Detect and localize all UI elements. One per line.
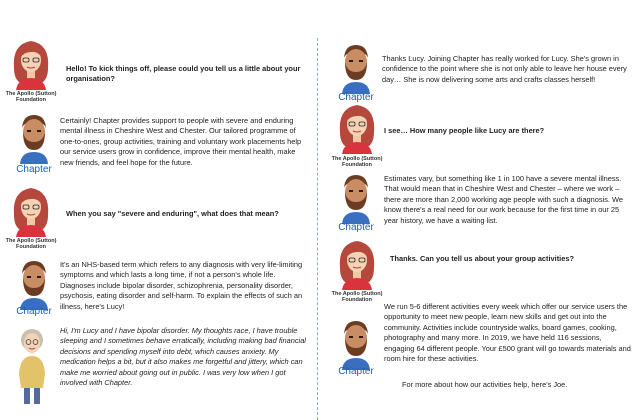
- apollo-label: [327, 156, 387, 168]
- chapter-avatar: [336, 172, 376, 224]
- answer-group-activities: We run 5-6 different activities every week which offer our service users the opportunity to meet new people, learn new skills and get out into the community. Activities include countryside walks, board games, cooking, photography and many more. In 2019, we have held 116 sessions, engaging 64 different people. Your £500 grant will go towards materials and room hire for these activities.: [384, 302, 631, 364]
- apollo-label-line1: The Apollo (Sutton): [5, 91, 57, 97]
- apollo-label: [1, 91, 61, 103]
- lucy-statement: Hi, I'm Lucy and I have bipolar disorder. My thoughts race, I have trouble sleeping and I sometimes behave erratically, including making bad financial decisions and spending myself into debt, which causes anxiety. My medication helps a bit, but it also makes me forgetful and jittery, which can make me worried about going out in public. I was very low when I got involved with Chapter.: [60, 326, 306, 388]
- chapter-avatar: [14, 258, 54, 310]
- chapter-label: Chapter: [338, 222, 374, 233]
- apollo-label-line1: The Apollo (Sutton): [5, 238, 57, 244]
- column-divider: [317, 38, 318, 420]
- answer-how-many: Estimates vary, but something like 1 in 100 have a severe mental illness. That would mean that in Cheshire West and Chester – where we work – there are more than 2,000 working age people with such a diagnosis. We know there's a real need for our work because for the first time in our 25 year history, we have a waiting list.: [384, 174, 623, 225]
- apollo-label: [1, 238, 61, 250]
- chapter-avatar: [14, 112, 54, 164]
- apollo-avatar: [336, 102, 378, 154]
- chapter-label: Chapter: [16, 164, 52, 175]
- answer-severe-enduring: It's an NHS-based term which refers to any diagnosis with very life-limiting symptoms and which lasts a long time, if not a person's whole life. Diagnoses include bipolar disorder, schizophrenia, personality disorder, psychosis, eating disorder and self-harm. To explain the effects of such an illness, here's Lucy!: [60, 260, 303, 311]
- question-how-many: I see… How many people like Lucy are there?: [384, 126, 545, 135]
- apollo-label-line2: Foundation: [16, 97, 46, 103]
- apollo-avatar: [336, 238, 378, 290]
- chapter-avatar: [336, 42, 376, 94]
- apollo-label: [327, 291, 387, 303]
- answer-joe-intro: For more about how our activities help, here's Joe.: [402, 380, 568, 389]
- answer-lucy-progress: Thanks Lucy. Joining Chapter has really worked for Lucy. She's grown in confidence to the point where she is not only able to leave her house every day… She is now delivering some arts and crafts classes herself!: [382, 54, 627, 84]
- apollo-label-line1: The Apollo (Sutton): [331, 291, 383, 297]
- apollo-avatar: [10, 185, 52, 237]
- apollo-label-line2: Foundation: [342, 297, 372, 303]
- apollo-label-line1: The Apollo (Sutton): [331, 156, 383, 162]
- question-organisation: Hello! To kick things off, please could you tell us a little about your organisation?: [66, 64, 301, 84]
- apollo-avatar: [10, 38, 52, 90]
- lucy-avatar: [12, 326, 52, 406]
- chapter-label: Chapter: [338, 366, 374, 377]
- apollo-label-line2: Foundation: [16, 244, 46, 250]
- chapter-avatar: [336, 318, 376, 370]
- answer-organisation: Certainly! Chapter provides support to people with severe and enduring mental illness in Cheshire West and Chester. Our tailored programme of one-to-ones, group activities, training and voluntary work placements help our service users grow in confidence, improve their mental health, make new friends, and feel hope for the future.: [60, 116, 302, 167]
- apollo-label-line2: Foundation: [342, 162, 372, 168]
- chapter-label: Chapter: [338, 92, 374, 103]
- question-group-activities: Thanks. Can you tell us about your group activities?: [390, 254, 574, 263]
- chapter-label: Chapter: [16, 306, 52, 317]
- question-severe-enduring: When you say "severe and enduring", what does that mean?: [66, 209, 279, 218]
